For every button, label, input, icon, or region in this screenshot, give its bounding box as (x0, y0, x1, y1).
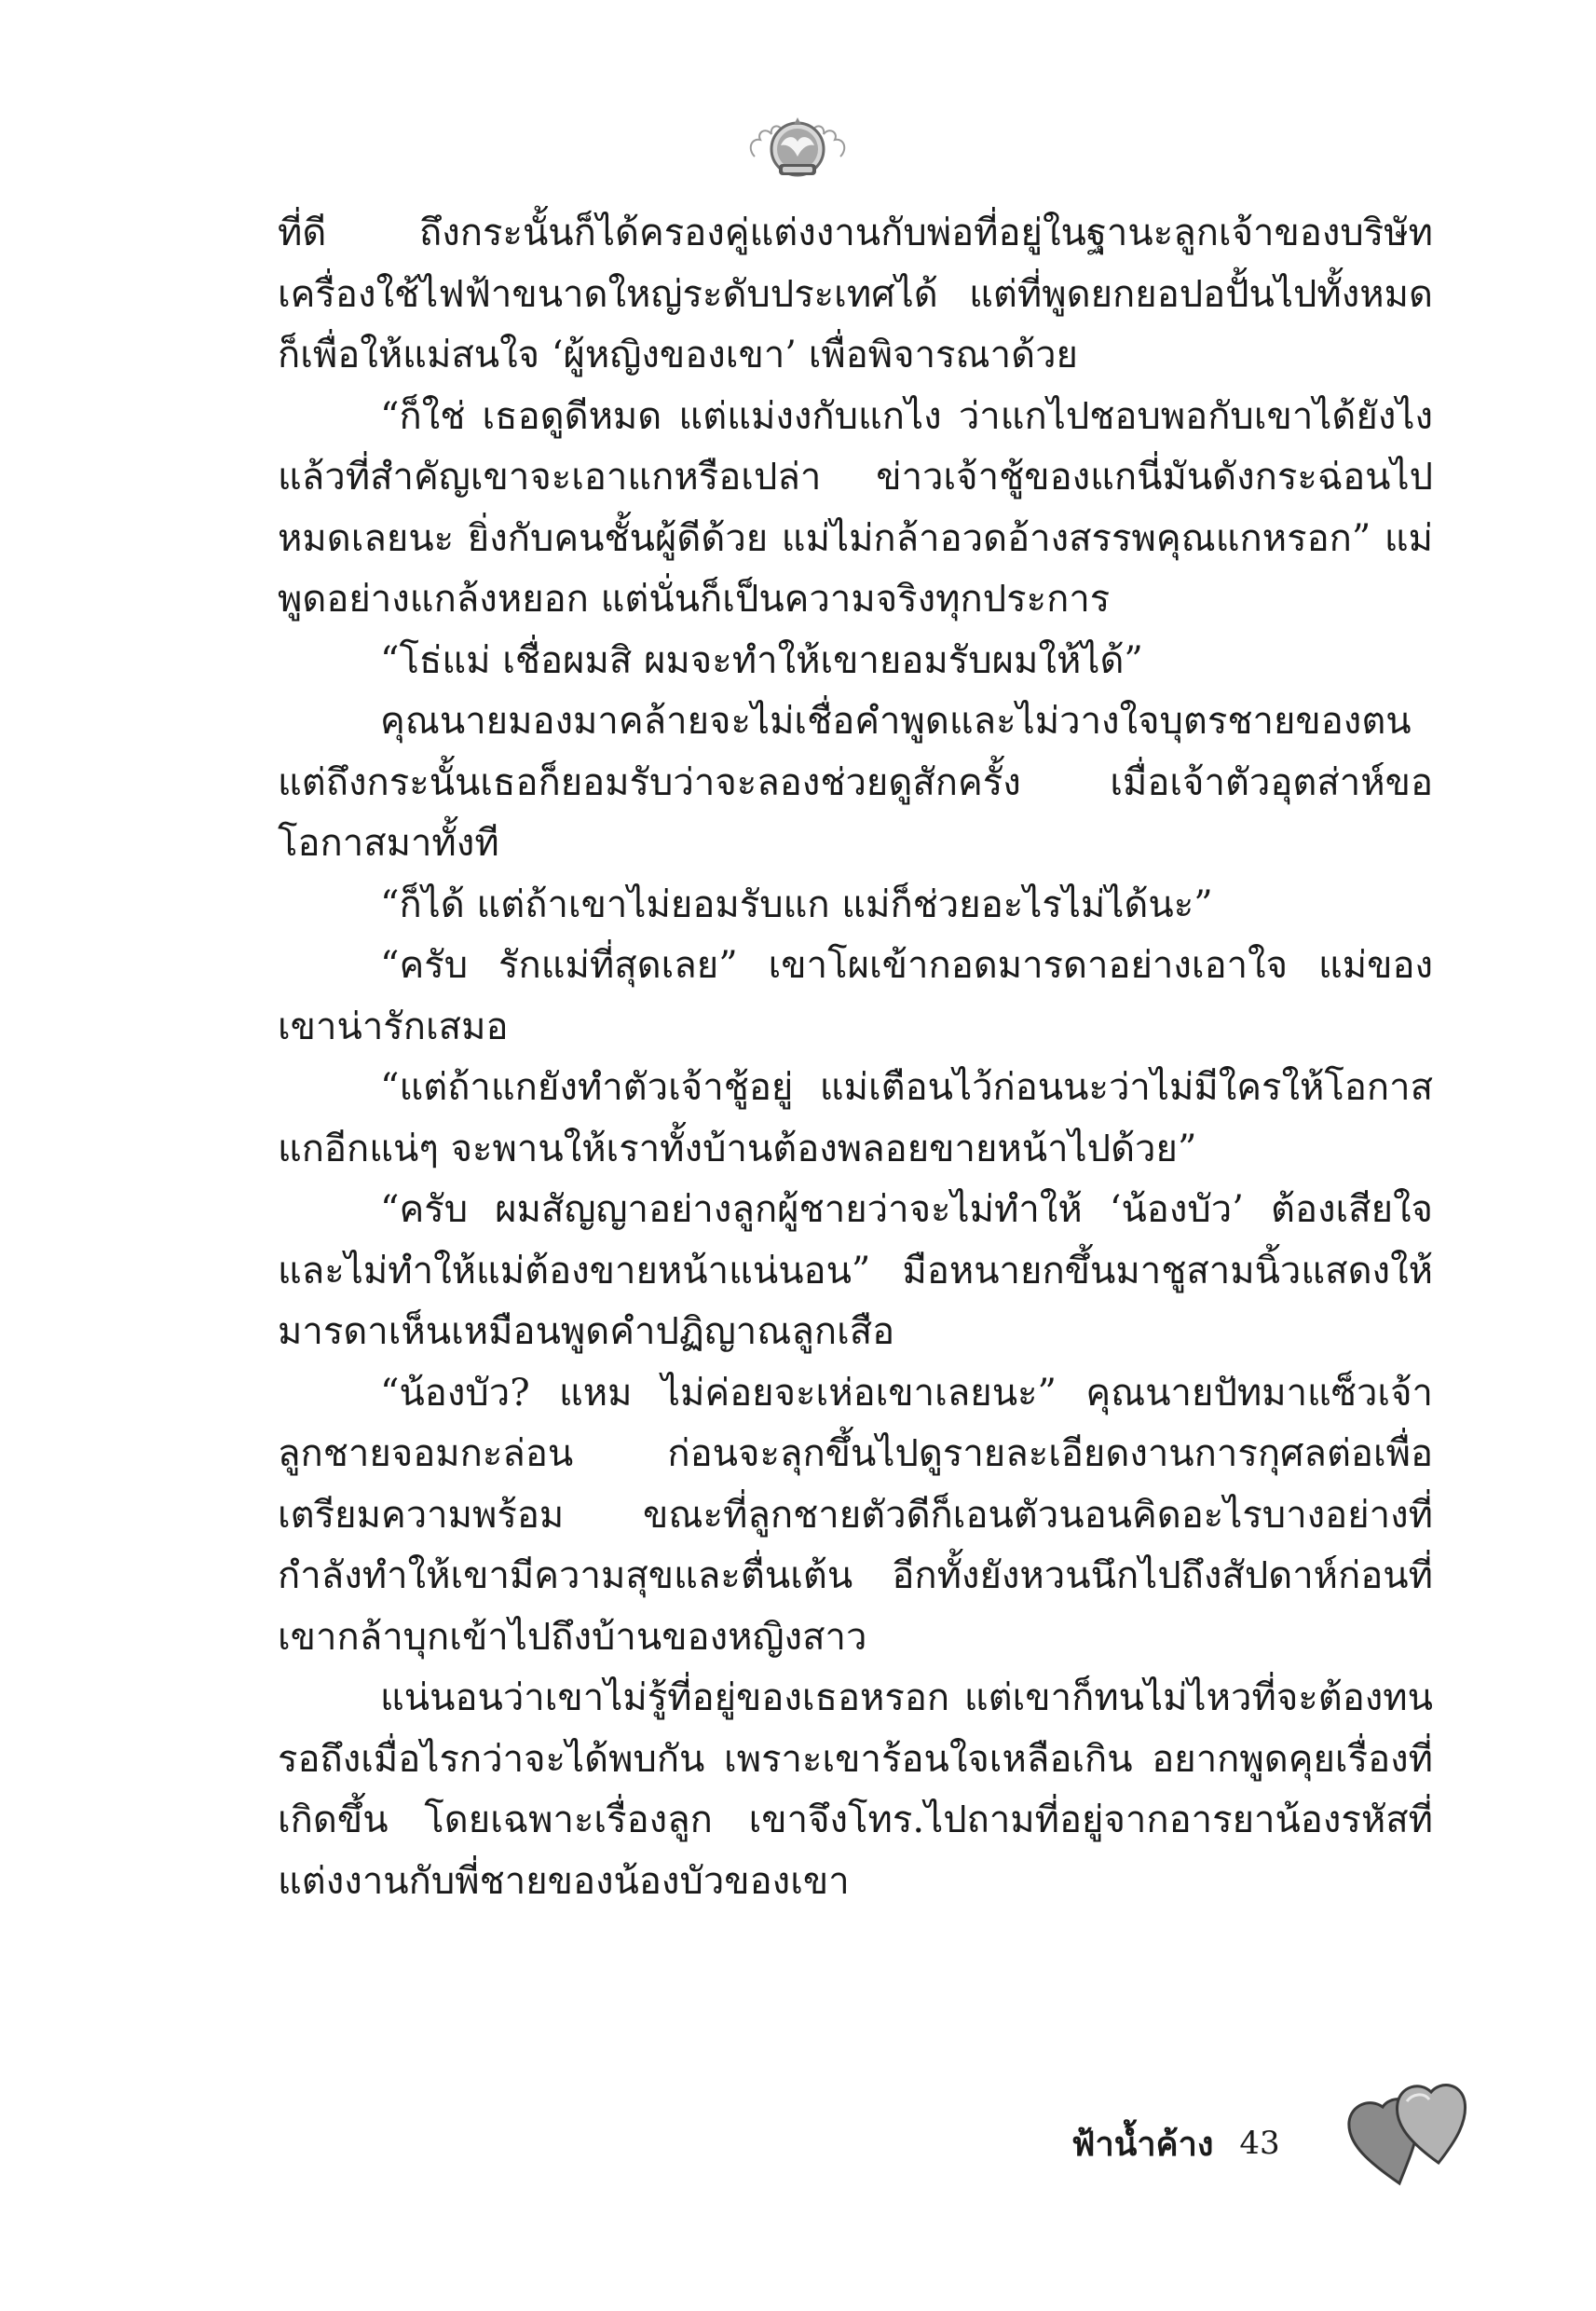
paragraph: “ครับ ผมสัญญาอย่างลูกผู้ชายว่าจะไม่ทำให้ ‘น้องบัว’ ต้องเสียใจและไม่ทำให้แม่ต้องขายหน้าแน่นอน” มือหนายกขึ้นมาชูสามนิ้วแสดงให้มารดาเห็นเหมือนพูดคำปฏิญาณลูกเสือ (278, 1188, 1433, 1353)
paragraph: “โธ่แม่ เชื่อผมสิ ผมจะทำให้เขายอมรับผมให้ได้” (380, 638, 1143, 682)
page-number: 43 (1239, 2125, 1280, 2162)
paragraph: “ก็ใช่ เธอดูดีหมด แต่แม่งงกับแกไง ว่าแกไปชอบพอกับเขาได้ยังไง แล้วที่สำคัญเขาจะเอาแกหรือเปล่า ข่าวเจ้าชู้ของแกนี่มันดังกระฉ่อนไปหมดเลยนะ ยิ่งกับคนชั้นผู้ดีด้วย แม่ไม่กล้าอวดอ้างสรรพคุณแกหรอก” แม่พูดอย่างแกล้งหยอก แต่นั่นก็เป็นความจริงทุกประการ (278, 394, 1433, 621)
angel-emblem-icon (747, 112, 848, 183)
paragraph: คุณนายมองมาคล้ายจะไม่เชื่อคำพูดและไม่วางใจบุตรชายของตน แต่ถึงกระนั้นเธอก็ยอมรับว่าจะลองช่วยดูสักครั้ง เมื่อเจ้าตัวอุตส่าห์ขอโอกาสมาทั้งที (278, 700, 1433, 865)
book-title: ฟ้าน้ำค้าง (1071, 2125, 1214, 2164)
paragraph: ที่ดี ถึงกระนั้นก็ได้ครองคู่แต่งงานกับพ่อที่อยู่ในฐานะลูกเจ้าของบริษัทเครื่องใช้ไฟฟ้าขนาดใหญ่ระดับประเทศได้ แต่ที่พูดยกยอปอปั้นไปทั้งหมดก็เพื่อให้แม่สนใจ ‘ผู้หญิงของเขา’ เพื่อพิจารณาด้วย (278, 212, 1433, 376)
body-text (278, 203, 1433, 1912)
two-hearts-icon (1342, 2073, 1491, 2195)
paragraph: “ครับ รักแม่ที่สุดเลย” เขาโผเข้ากอดมารดาอย่างเอาใจ แม่ของเขาน่ารักเสมอ (278, 944, 1433, 1048)
page-footer (1071, 2111, 1280, 2176)
paragraph: แน่นอนว่าเขาไม่รู้ที่อยู่ของเธอหรอก แต่เขาก็ทนไม่ไหวที่จะต้องทนรอถึงเมื่อไรกว่าจะได้พบกัน เพราะเขาร้อนใจเหลือเกิน อยากพูดคุยเรื่องที่เกิดขึ้น โดยเฉพาะเรื่องลูก เขาจึงโทร.ไปถามที่อยู่จากอารยาน้องรหัสที่แต่งงานกับพี่ชายของน้องบัวของเขา (278, 1676, 1433, 1903)
paragraph: “แต่ถ้าแกยังทำตัวเจ้าชู้อยู่ แม่เตือนไว้ก่อนนะว่าไม่มีใครให้โอกาสแกอีกแน่ๆ จะพานให้เราทั้งบ้านต้องพลอยขายหน้าไปด้วย” (278, 1066, 1433, 1170)
paragraph: “ก็ได้ แต่ถ้าเขาไม่ยอมรับแก แม่ก็ช่วยอะไรไม่ได้นะ” (380, 882, 1213, 926)
paragraph: “น้องบัว? แหม ไม่ค่อยจะเห่อเขาเลยนะ” คุณนายปัทมาแซ็วเจ้าลูกชายจอมกะล่อน ก่อนจะลุกขึ้นไปดูรายละเอียดงานการกุศลต่อเพื่อเตรียมความพร้อม ขณะที่ลูกชายตัวดีก็เอนตัวนอนคิดอะไรบางอย่างที่กำลังทำให้เขามีความสุขและตื่นเต้น อีกทั้งยังหวนนึกไปถึงสัปดาห์ก่อนที่เขากล้าบุกเข้าไปถึงบ้านของหญิงสาว (278, 1371, 1433, 1659)
